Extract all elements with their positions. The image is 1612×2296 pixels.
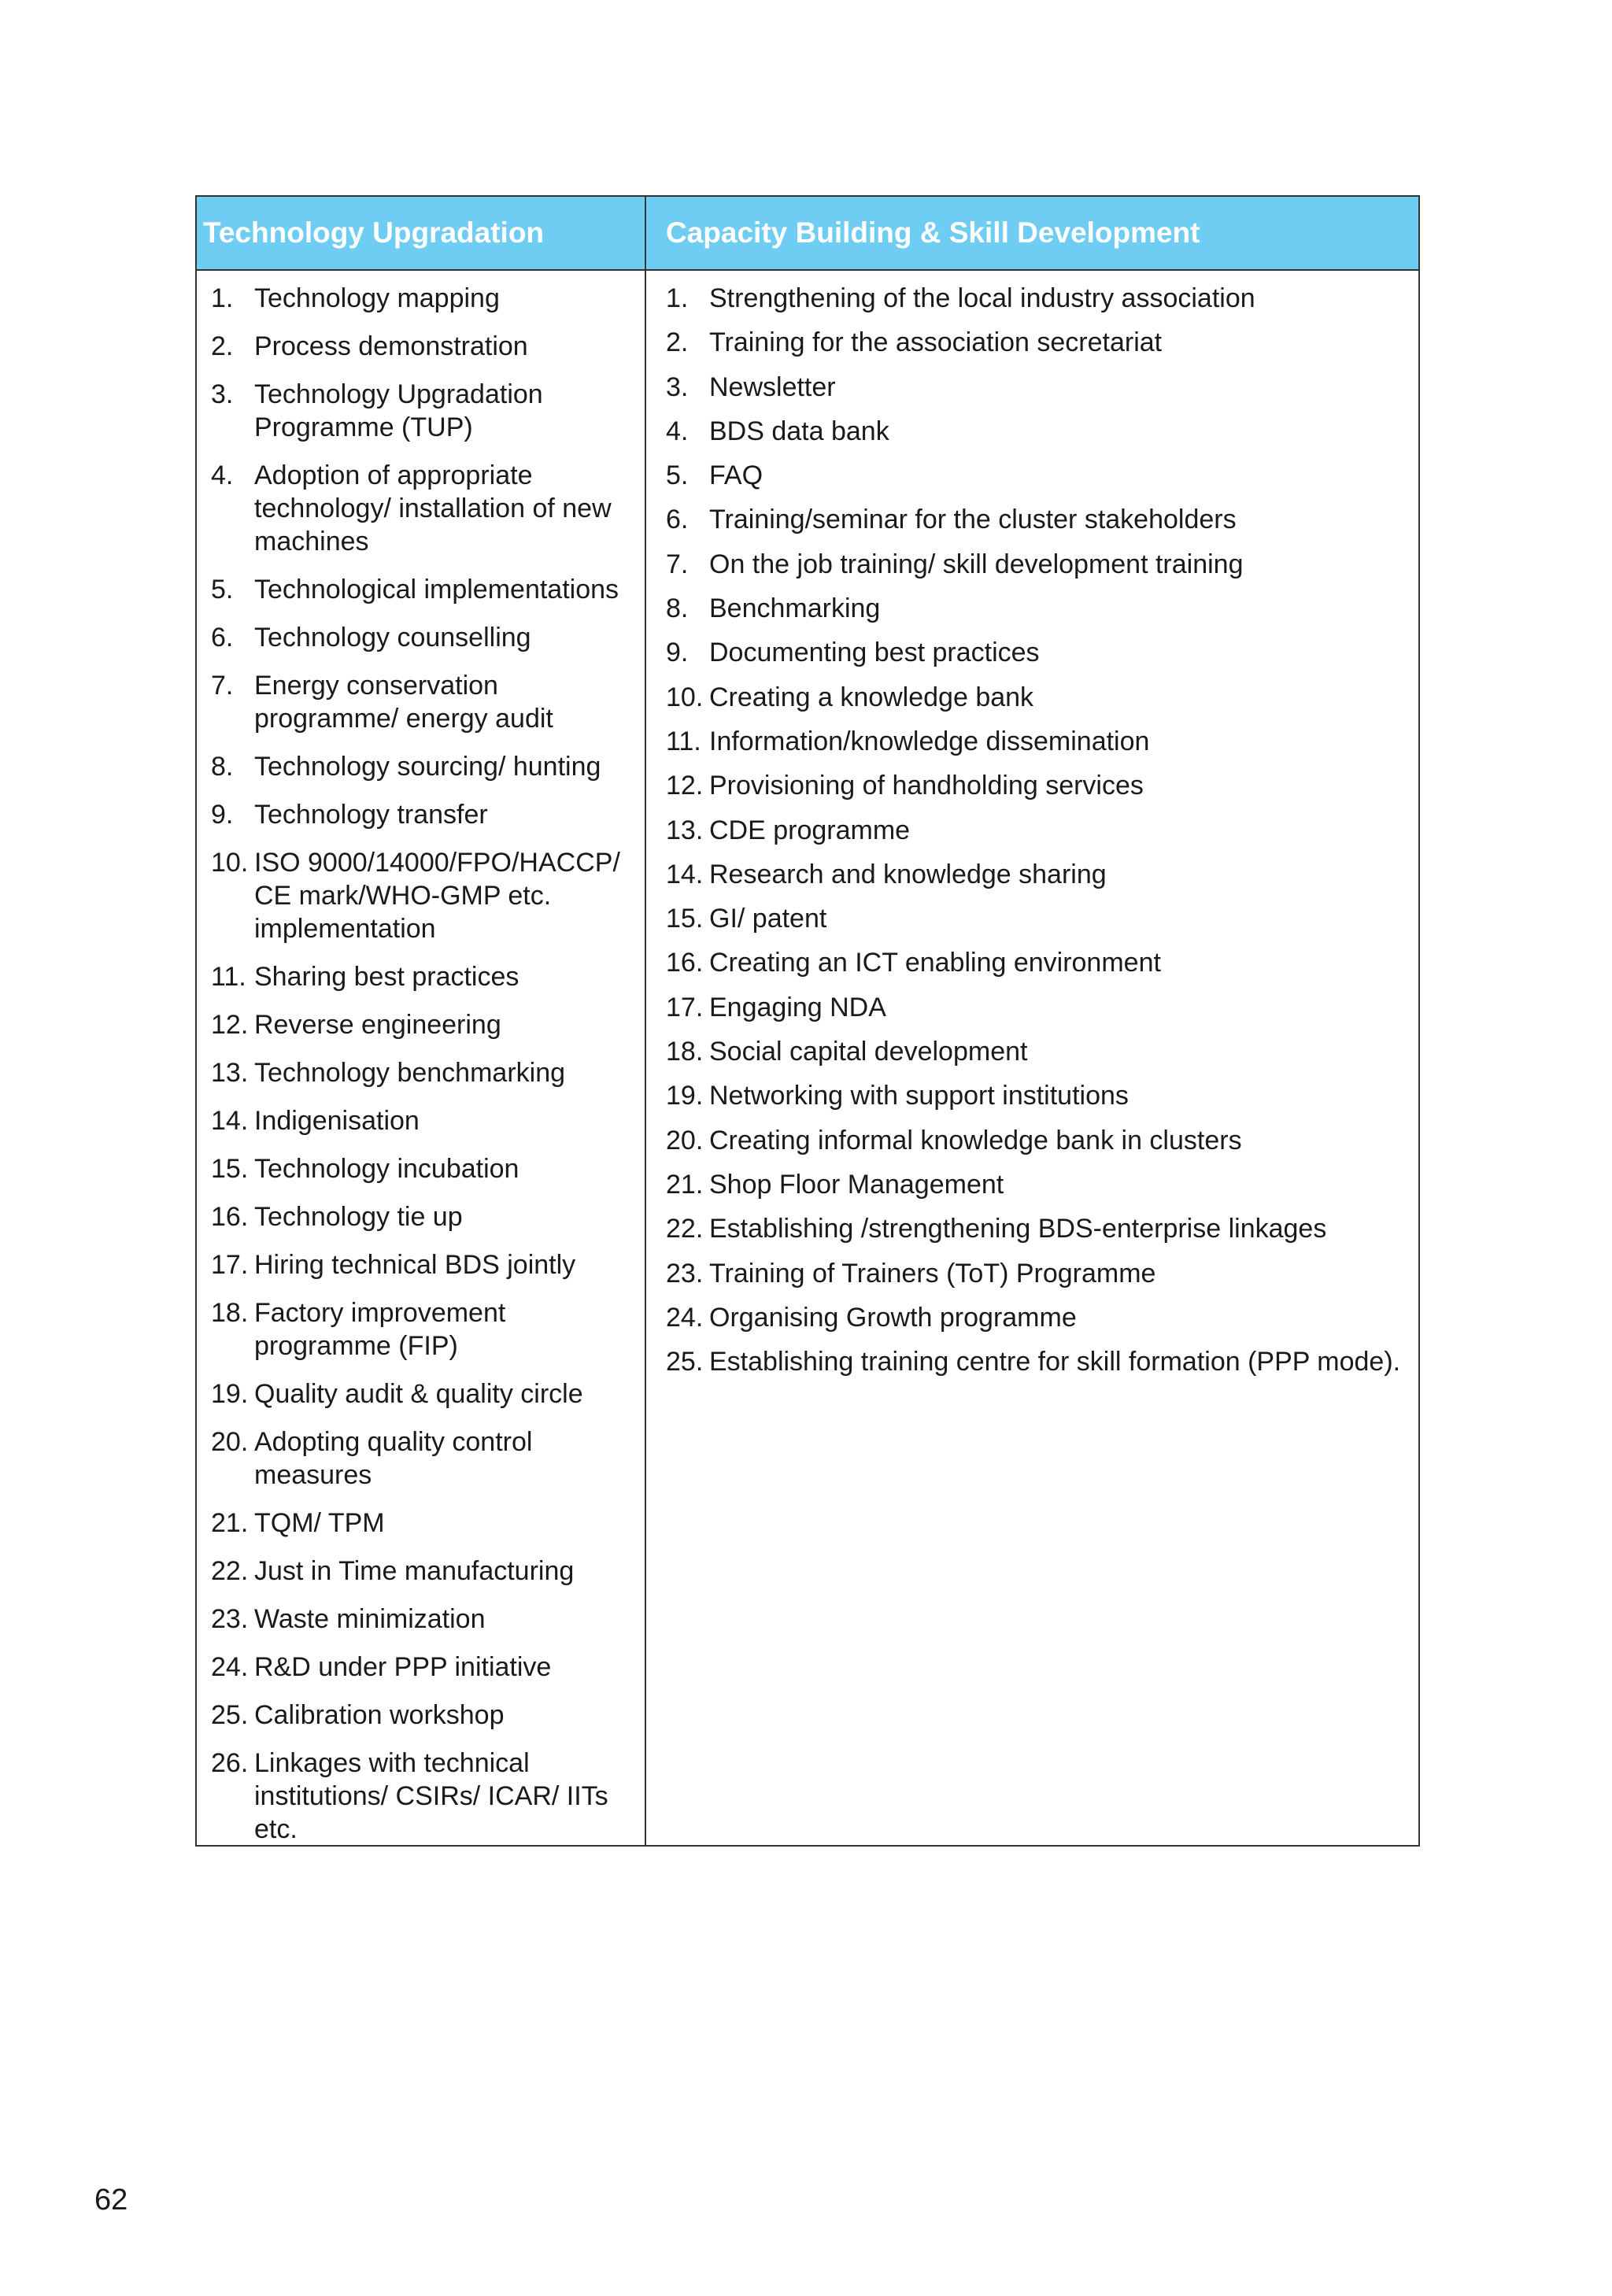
list-item-text: ISO 9000/14000/FPO/HACCP/ CE mark/WHO-GMP etc. implementation <box>254 848 620 944</box>
technology-upgradation-item <box>211 459 645 558</box>
list-item-text: TQM/ TPM <box>254 1508 385 1538</box>
list-item-number: 20. <box>211 1427 249 1457</box>
capacity-building-item <box>666 592 1420 625</box>
capacity-building-item <box>666 725 1420 758</box>
list-item-text: Energy conservation programme/ energy audit <box>254 671 553 734</box>
list-item-text: R&D under PPP initiative <box>254 1652 552 1682</box>
list-item-text: Calibration workshop <box>254 1700 505 1730</box>
technology-upgradation-item <box>211 1296 645 1362</box>
list-item-text: Technology sourcing/ hunting <box>254 752 601 782</box>
capacity-building-item <box>666 1301 1420 1334</box>
technology-upgradation-item <box>211 1104 645 1137</box>
list-item-number: 15. <box>666 904 704 934</box>
technology-upgradation-item <box>211 1008 645 1041</box>
list-item-text: BDS data bank <box>709 416 889 446</box>
capacity-building-item <box>666 415 1420 448</box>
list-item-number: 25. <box>211 1700 249 1730</box>
technology-upgradation-item <box>211 846 645 945</box>
list-item-number: 21. <box>211 1508 249 1538</box>
capacity-building-item <box>666 1257 1420 1290</box>
capacity-building-item <box>666 1345 1420 1378</box>
technology-upgradation-item <box>211 1200 645 1233</box>
capacity-building-item <box>666 459 1420 492</box>
list-item-number: 11. <box>666 726 701 756</box>
list-item-number: 16. <box>211 1202 249 1232</box>
list-item-number: 19. <box>211 1379 249 1409</box>
list-item-number: 15. <box>211 1154 249 1184</box>
list-item-text: Shop Floor Management <box>709 1169 1004 1200</box>
technology-upgradation-item <box>211 621 645 654</box>
technology-upgradation-item <box>211 1651 645 1684</box>
technology-upgradation-item <box>211 1699 645 1732</box>
list-item-text: Newsletter <box>709 372 836 402</box>
technology-upgradation-item <box>211 282 645 315</box>
list-item-number: 3. <box>666 372 689 402</box>
list-item-number: 24. <box>666 1302 704 1333</box>
technology-upgradation-item <box>211 1056 645 1089</box>
technology-upgradation-item <box>211 1377 645 1411</box>
list-item-number: 3. <box>211 379 234 409</box>
list-item-text: Linkages with technical institutions/ CSIRs/ ICAR/ IITs etc. <box>254 1748 608 1844</box>
list-item-number: 13. <box>211 1058 249 1088</box>
list-item-text: Engaging NDA <box>709 992 886 1022</box>
list-item-number: 18. <box>666 1037 704 1067</box>
list-item-number: 22. <box>666 1214 704 1244</box>
list-item-number: 12. <box>666 771 704 801</box>
list-item-number: 20. <box>666 1125 704 1155</box>
capacity-building-item <box>666 1212 1420 1245</box>
capacity-building-item <box>666 991 1420 1024</box>
list-item-text: CDE programme <box>709 815 911 845</box>
list-item-text: Factory improvement programme (FIP) <box>254 1298 506 1361</box>
list-item-text: Quality audit & quality circle <box>254 1379 583 1409</box>
list-item-number: 25. <box>666 1347 704 1377</box>
capacity-building-item <box>666 858 1420 891</box>
list-item-number: 7. <box>666 549 689 579</box>
technology-upgradation-list <box>211 271 645 1846</box>
list-item-number: 22. <box>211 1556 249 1586</box>
list-item-text: Training for the association secretariat <box>709 327 1163 358</box>
capacity-building-item <box>666 681 1420 714</box>
technology-upgradation-item <box>211 1507 645 1540</box>
technology-upgradation-item <box>211 1603 645 1636</box>
list-item-number: 8. <box>211 752 234 782</box>
list-item-text: Technology transfer <box>254 800 488 830</box>
list-item-number: 4. <box>666 416 689 446</box>
list-item-number: 5. <box>666 460 689 491</box>
page-number: 62 <box>94 2183 128 2217</box>
list-item-number: 17. <box>666 992 704 1022</box>
header-technology-upgradation: Technology Upgradation <box>203 216 545 249</box>
list-item-number: 17. <box>211 1250 249 1280</box>
list-item-text: Sharing best practices <box>254 962 519 992</box>
list-item-number: 21. <box>666 1169 704 1200</box>
list-item-text: Information/knowledge dissemination <box>709 726 1150 756</box>
capacity-building-item <box>666 326 1420 359</box>
list-item-text: Creating a knowledge bank <box>709 682 1034 712</box>
list-item-text: Organising Growth programme <box>709 1302 1077 1333</box>
capacity-building-item <box>666 548 1420 581</box>
list-item-text: Networking with support institutions <box>709 1081 1129 1111</box>
list-item-text: Creating informal knowledge bank in clusters <box>709 1125 1242 1155</box>
list-item-text: Social capital development <box>709 1037 1028 1067</box>
capacity-building-list <box>666 271 1420 1378</box>
list-item-number: 24. <box>211 1652 249 1682</box>
list-item-number: 13. <box>666 815 704 845</box>
technology-upgradation-column <box>197 271 645 1861</box>
list-item-text: Technology benchmarking <box>254 1058 566 1088</box>
list-item-text: Adopting quality control measures <box>254 1427 533 1490</box>
technology-upgradation-item <box>211 1152 645 1185</box>
technology-upgradation-item <box>211 1425 645 1492</box>
list-item-text: Technology tie up <box>254 1202 463 1232</box>
list-item-text: Provisioning of handholding services <box>709 771 1144 801</box>
list-item-text: Research and knowledge sharing <box>709 859 1107 889</box>
technology-upgradation-item <box>211 378 645 444</box>
technology-upgradation-item <box>211 1747 645 1846</box>
list-item-number: 12. <box>211 1010 249 1040</box>
list-item-number: 5. <box>211 575 234 605</box>
list-item-text: Indigenisation <box>254 1106 420 1136</box>
list-item-number: 7. <box>211 671 234 701</box>
list-item-text: Documenting best practices <box>709 638 1040 668</box>
list-item-number: 16. <box>666 948 704 978</box>
list-item-text: Establishing training centre for skill formation (PPP mode). <box>709 1347 1401 1377</box>
capacity-building-item <box>666 282 1420 315</box>
list-item-text: Reverse engineering <box>254 1010 501 1040</box>
list-item-text: Strengthening of the local industry association <box>709 283 1255 313</box>
list-item-text: Training/seminar for the cluster stakeholders <box>709 505 1237 535</box>
capacity-building-item <box>666 1079 1420 1112</box>
capacity-building-item <box>666 902 1420 935</box>
content-table <box>195 195 1420 1847</box>
technology-upgradation-item <box>211 798 645 831</box>
list-item-text: Waste minimization <box>254 1604 486 1634</box>
list-item-number: 10. <box>211 848 249 878</box>
list-item-text: Technology incubation <box>254 1154 519 1184</box>
list-item-number: 4. <box>211 460 234 490</box>
list-item-number: 1. <box>211 283 234 313</box>
technology-upgradation-item <box>211 573 645 606</box>
list-item-text: Establishing /strengthening BDS-enterprise linkages <box>709 1214 1327 1244</box>
list-item-number: 10. <box>666 682 704 712</box>
technology-upgradation-item <box>211 330 645 363</box>
technology-upgradation-item <box>211 960 645 993</box>
header-capacity-building: Capacity Building & Skill Development <box>666 216 1200 249</box>
list-item-text: FAQ <box>709 460 763 491</box>
list-item-number: 23. <box>666 1258 704 1288</box>
technology-upgradation-item <box>211 1555 645 1588</box>
technology-upgradation-item <box>211 750 645 783</box>
capacity-building-item <box>666 503 1420 536</box>
list-item-text: Technology Upgradation Programme (TUP) <box>254 379 543 442</box>
list-item-text: Technological implementations <box>254 575 619 605</box>
list-item-number: 18. <box>211 1298 249 1328</box>
capacity-building-item <box>666 1168 1420 1201</box>
list-item-number: 8. <box>666 593 689 624</box>
list-item-text: Technology mapping <box>254 283 500 313</box>
list-item-number: 2. <box>666 327 689 358</box>
technology-upgradation-item <box>211 669 645 735</box>
list-item-number: 26. <box>211 1748 249 1778</box>
capacity-building-item <box>666 1124 1420 1157</box>
list-item-text: Creating an ICT enabling environment <box>709 948 1161 978</box>
technology-upgradation-item <box>211 1248 645 1281</box>
capacity-building-item <box>666 946 1420 979</box>
list-item-number: 2. <box>211 331 234 361</box>
capacity-building-item <box>666 1035 1420 1068</box>
list-item-number: 9. <box>211 800 234 830</box>
table-header-row <box>197 197 1418 271</box>
list-item-text: Just in Time manufacturing <box>254 1556 575 1586</box>
capacity-building-item <box>666 371 1420 404</box>
list-item-number: 23. <box>211 1604 249 1634</box>
list-item-number: 1. <box>666 283 689 313</box>
capacity-building-item <box>666 814 1420 847</box>
list-item-text: On the job training/ skill development training <box>709 549 1244 579</box>
list-item-text: Hiring technical BDS jointly <box>254 1250 576 1280</box>
list-item-text: Adoption of appropriate technology/ installation of new machines <box>254 460 612 556</box>
list-item-text: Training of Trainers (ToT) Programme <box>709 1258 1156 1288</box>
list-item-number: 14. <box>666 859 704 889</box>
list-item-text: GI/ patent <box>709 904 827 934</box>
list-item-text: Process demonstration <box>254 331 528 361</box>
capacity-building-column <box>646 271 1420 1389</box>
list-item-number: 11. <box>211 962 246 992</box>
list-item-number: 9. <box>666 638 689 668</box>
list-item-number: 6. <box>211 623 234 653</box>
capacity-building-item <box>666 636 1420 669</box>
list-item-text: Benchmarking <box>709 593 881 624</box>
capacity-building-item <box>666 769 1420 802</box>
list-item-text: Technology counselling <box>254 623 531 653</box>
list-item-number: 14. <box>211 1106 249 1136</box>
list-item-number: 6. <box>666 505 689 535</box>
list-item-number: 19. <box>666 1081 704 1111</box>
